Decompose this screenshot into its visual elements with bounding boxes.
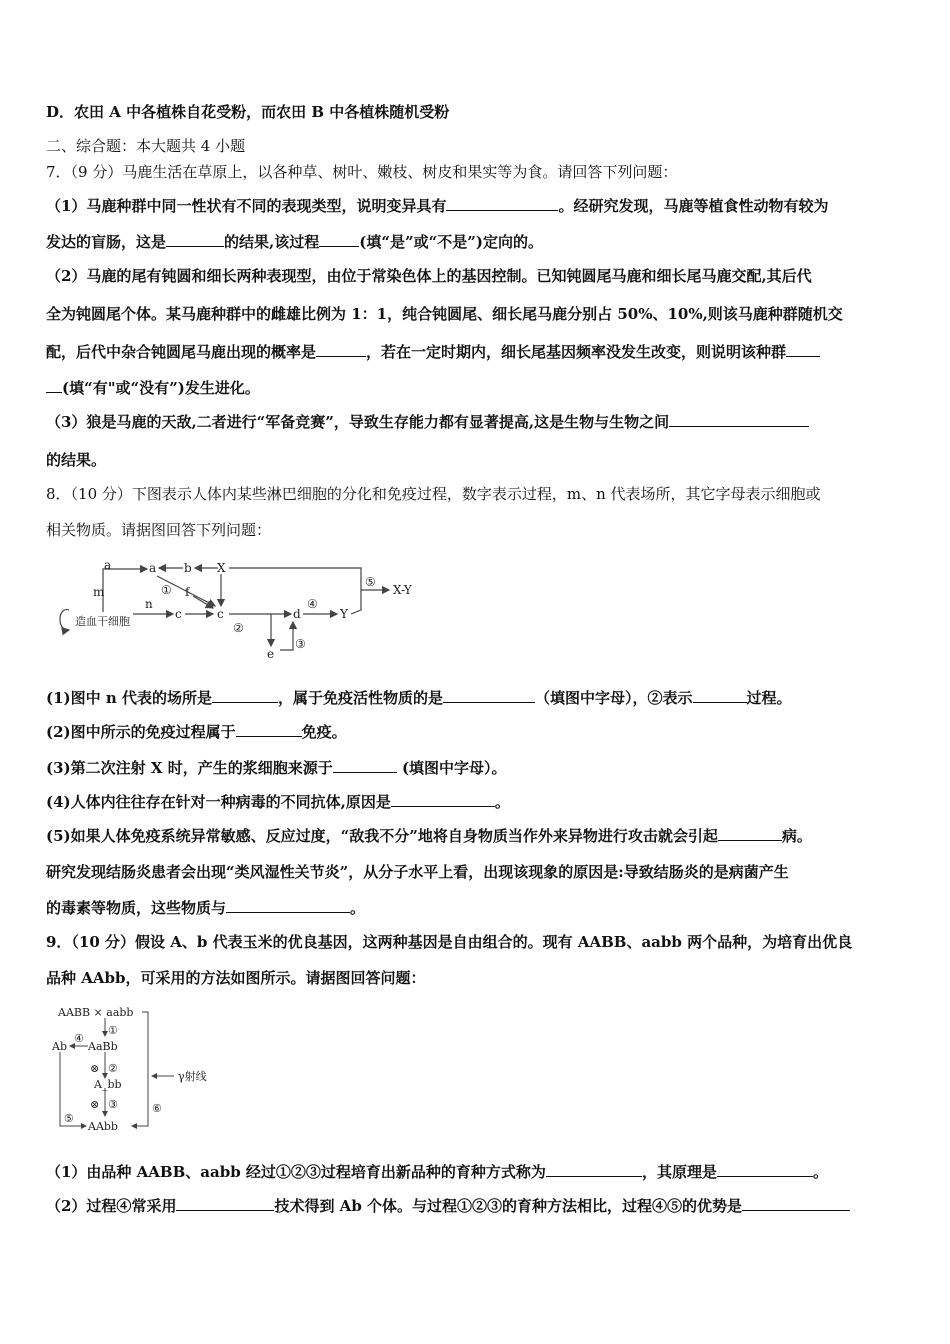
q8-sub3 [46,758,906,778]
q7-text: 配，后代中杂合钝圆尾马鹿出现的概率是 [46,343,317,361]
q7-text: 发达的盲肠，这是 [46,233,167,251]
answer-blank[interactable] [693,688,747,703]
answer-blank[interactable] [333,758,397,773]
q7-text: （1）马鹿种群中同一性状有不同的表现类型，说明变异具有 [46,197,447,215]
q8-text: (填图中字母）。 [396,759,507,777]
node-x: X [217,561,226,575]
option-d: D．农田 A 中各植株自花受粉，而农田 B 中各植株随机受粉 [46,103,450,121]
q8-sub5-line1 [46,826,906,846]
answer-blank[interactable] [391,792,495,807]
node-c: c [217,607,224,621]
q8-text: （填图中字母），②表示 [535,689,693,707]
q8-sub5-line3 [46,898,906,918]
answer-blank[interactable] [236,722,302,737]
process-3: ③ [108,1098,118,1111]
q9-stem-line2: 品种 AAbb，可采用的方法如图所示。请据图回答问题： [46,969,426,987]
answer-blank[interactable] [742,1196,850,1211]
q7-text: (填“有"或“没有”)发生进化。 [62,379,260,397]
node-d: d [293,607,301,621]
q9-text: 技术得到 Ab 个体。与过程①②③的育种方法相比，过程④⑤的优势是 [274,1197,743,1215]
process-1: ① [108,1024,118,1037]
q7-part2-line4 [46,378,906,398]
q8-sub5-line2: 研究发现结肠炎患者会出现“类风湿性关节炎”，从分子水平上看，出现该现象的原因是:导致结肠炎的是病菌产生 [46,863,789,881]
q9-text: 。 [812,1163,828,1181]
node-a-left: a [104,558,112,572]
process-5: ⑤ [64,1112,74,1125]
node-c-left: c [175,607,182,621]
q7-text: （3）狼是马鹿的天敌,二者进行“军备竞赛”，导致生存能力都有显著提高,这是生物与生物之间 [46,413,670,431]
label-m: m [93,585,105,599]
q8-sub1 [46,688,906,708]
node-e: e [267,647,275,661]
q8-text: 病。 [781,827,812,845]
q7-text: 。经研究发现，马鹿等植食性动物有较为 [558,197,829,215]
q8-text: (3)第二次注射 X 时，产生的浆细胞来源于 [46,759,333,777]
q9-text: ，其原理是 [641,1163,717,1181]
q9-stem-line1: 9．（10 分）假设 A、b 代表玉米的优良基因，这两种基因是自由组合的。现有 AABB、aabb 两个品种，为培育出优良 [46,933,853,951]
q8-text: 免疫。 [301,723,347,741]
q8-text: ，属于免疫活性物质的是 [277,689,443,707]
answer-blank[interactable] [316,342,366,357]
answer-blank[interactable] [446,196,558,211]
answer-blank[interactable] [319,232,359,247]
label-n: n [145,597,153,611]
q7-text: (填“是”或“不是”)定向的。 [359,233,543,251]
parents-label: AABB × aabb [58,1006,134,1019]
process-6: ⑥ [152,1102,162,1115]
q7-part3-line2: 的结果。 [46,451,107,469]
node-a-bb: A_bb [94,1078,122,1091]
node-f: f [185,585,190,599]
immune-process-diagram [55,552,435,662]
q8-stem-line1: 8．（10 分）下图表示人体内某些淋巴细胞的分化和免疫过程，数字表示过程，m、n 代表场所，其它字母表示细胞或 [46,485,821,503]
node-x-y: X-Y [393,583,412,597]
q8-text: 的毒素等物质，这些物质与 [46,899,227,917]
process-4: ④ [74,1032,84,1045]
q8-sub4 [46,792,906,812]
q7-part1-line2 [46,232,906,252]
process-4: ④ [307,597,318,611]
q7-text: ，若在一定时期内，细长尾基因频率没发生改变，则说明该种群 [366,343,787,361]
node-b: b [184,561,192,575]
q7-text: 的结果,该过程 [224,233,320,251]
answer-blank[interactable] [717,1162,813,1177]
process-2: ② [108,1062,118,1075]
node-aabb-target: AAbb [88,1120,118,1133]
answer-blank[interactable] [176,1196,274,1211]
q7-part2-line2: 全为钝圆尾个体。某马鹿种群中的雌雄比例为 1：1，纯合钝圆尾、细长尾马鹿分别占 50%、10%,则该马鹿种群随机交 [46,305,843,323]
answer-blank[interactable] [669,412,809,427]
q8-stem-line2: 相关物质。请据图回答下列问题： [46,521,272,539]
q9-text: （1）由品种 AABB、aabb 经过①②③过程培育出新品种的育种方式称为 [46,1163,546,1181]
answer-blank[interactable] [226,898,350,913]
node-aabb-f1: AaBb [88,1040,118,1053]
q9-sub1 [46,1162,906,1182]
q9-sub2 [46,1196,906,1216]
answer-blank[interactable] [212,688,278,703]
process-5: ⑤ [365,575,376,589]
q7-part3-line1 [46,412,906,432]
q9-text: （2）过程④常采用 [46,1197,177,1215]
breeding-diagram [50,1002,220,1134]
q7-stem: 7．（9 分）马鹿生活在草原上，以各种草、树叶、嫩枝、树皮和果实等为食。请回答下列问题： [46,163,678,181]
answer-blank[interactable] [786,342,820,357]
process-1: ① [161,583,172,597]
process-3: ③ [295,637,306,651]
section-heading: 二、综合题：本大题共 4 小题 [46,137,246,155]
q8-text: (2)图中所示的免疫过程属于 [46,723,236,741]
node-ab: Ab [52,1040,67,1053]
q8-text: 。 [494,793,510,811]
q8-sub2 [46,722,906,742]
process-2: ② [233,621,244,635]
hsc-label: 造血干细胞 [75,615,130,628]
q8-text: (4)人体内往往存在针对一种病毒的不同抗体,原因是 [46,793,391,811]
answer-blank[interactable] [166,232,224,247]
self-cross-2: ⊗ [90,1098,100,1111]
q7-part2-line3 [46,342,906,362]
answer-blank[interactable] [718,826,782,841]
answer-blank[interactable] [46,378,62,393]
node-y: Y [340,607,348,621]
q8-text: 。 [350,899,366,917]
q8-text: (5)如果人体免疫系统异常敏感、反应过度，“敌我不分”地将自身物质当作外来异物进行攻击就会引起 [46,827,718,845]
answer-blank[interactable] [546,1162,642,1177]
gamma-ray-label: γ射线 [178,1070,207,1083]
q8-text: 过程。 [746,689,792,707]
self-cross-1: ⊗ [90,1062,100,1075]
q7-part1-line1 [46,196,906,216]
q8-text: (1)图中 n 代表的场所是 [46,689,212,707]
answer-blank[interactable] [443,688,535,703]
q7-part2-line1: （2）马鹿的尾有钝圆和细长两种表现型，由位于常染色体上的基因控制。已知钝圆尾马鹿和细长尾马鹿交配,其后代 [46,267,812,285]
node-a: a [149,561,157,575]
